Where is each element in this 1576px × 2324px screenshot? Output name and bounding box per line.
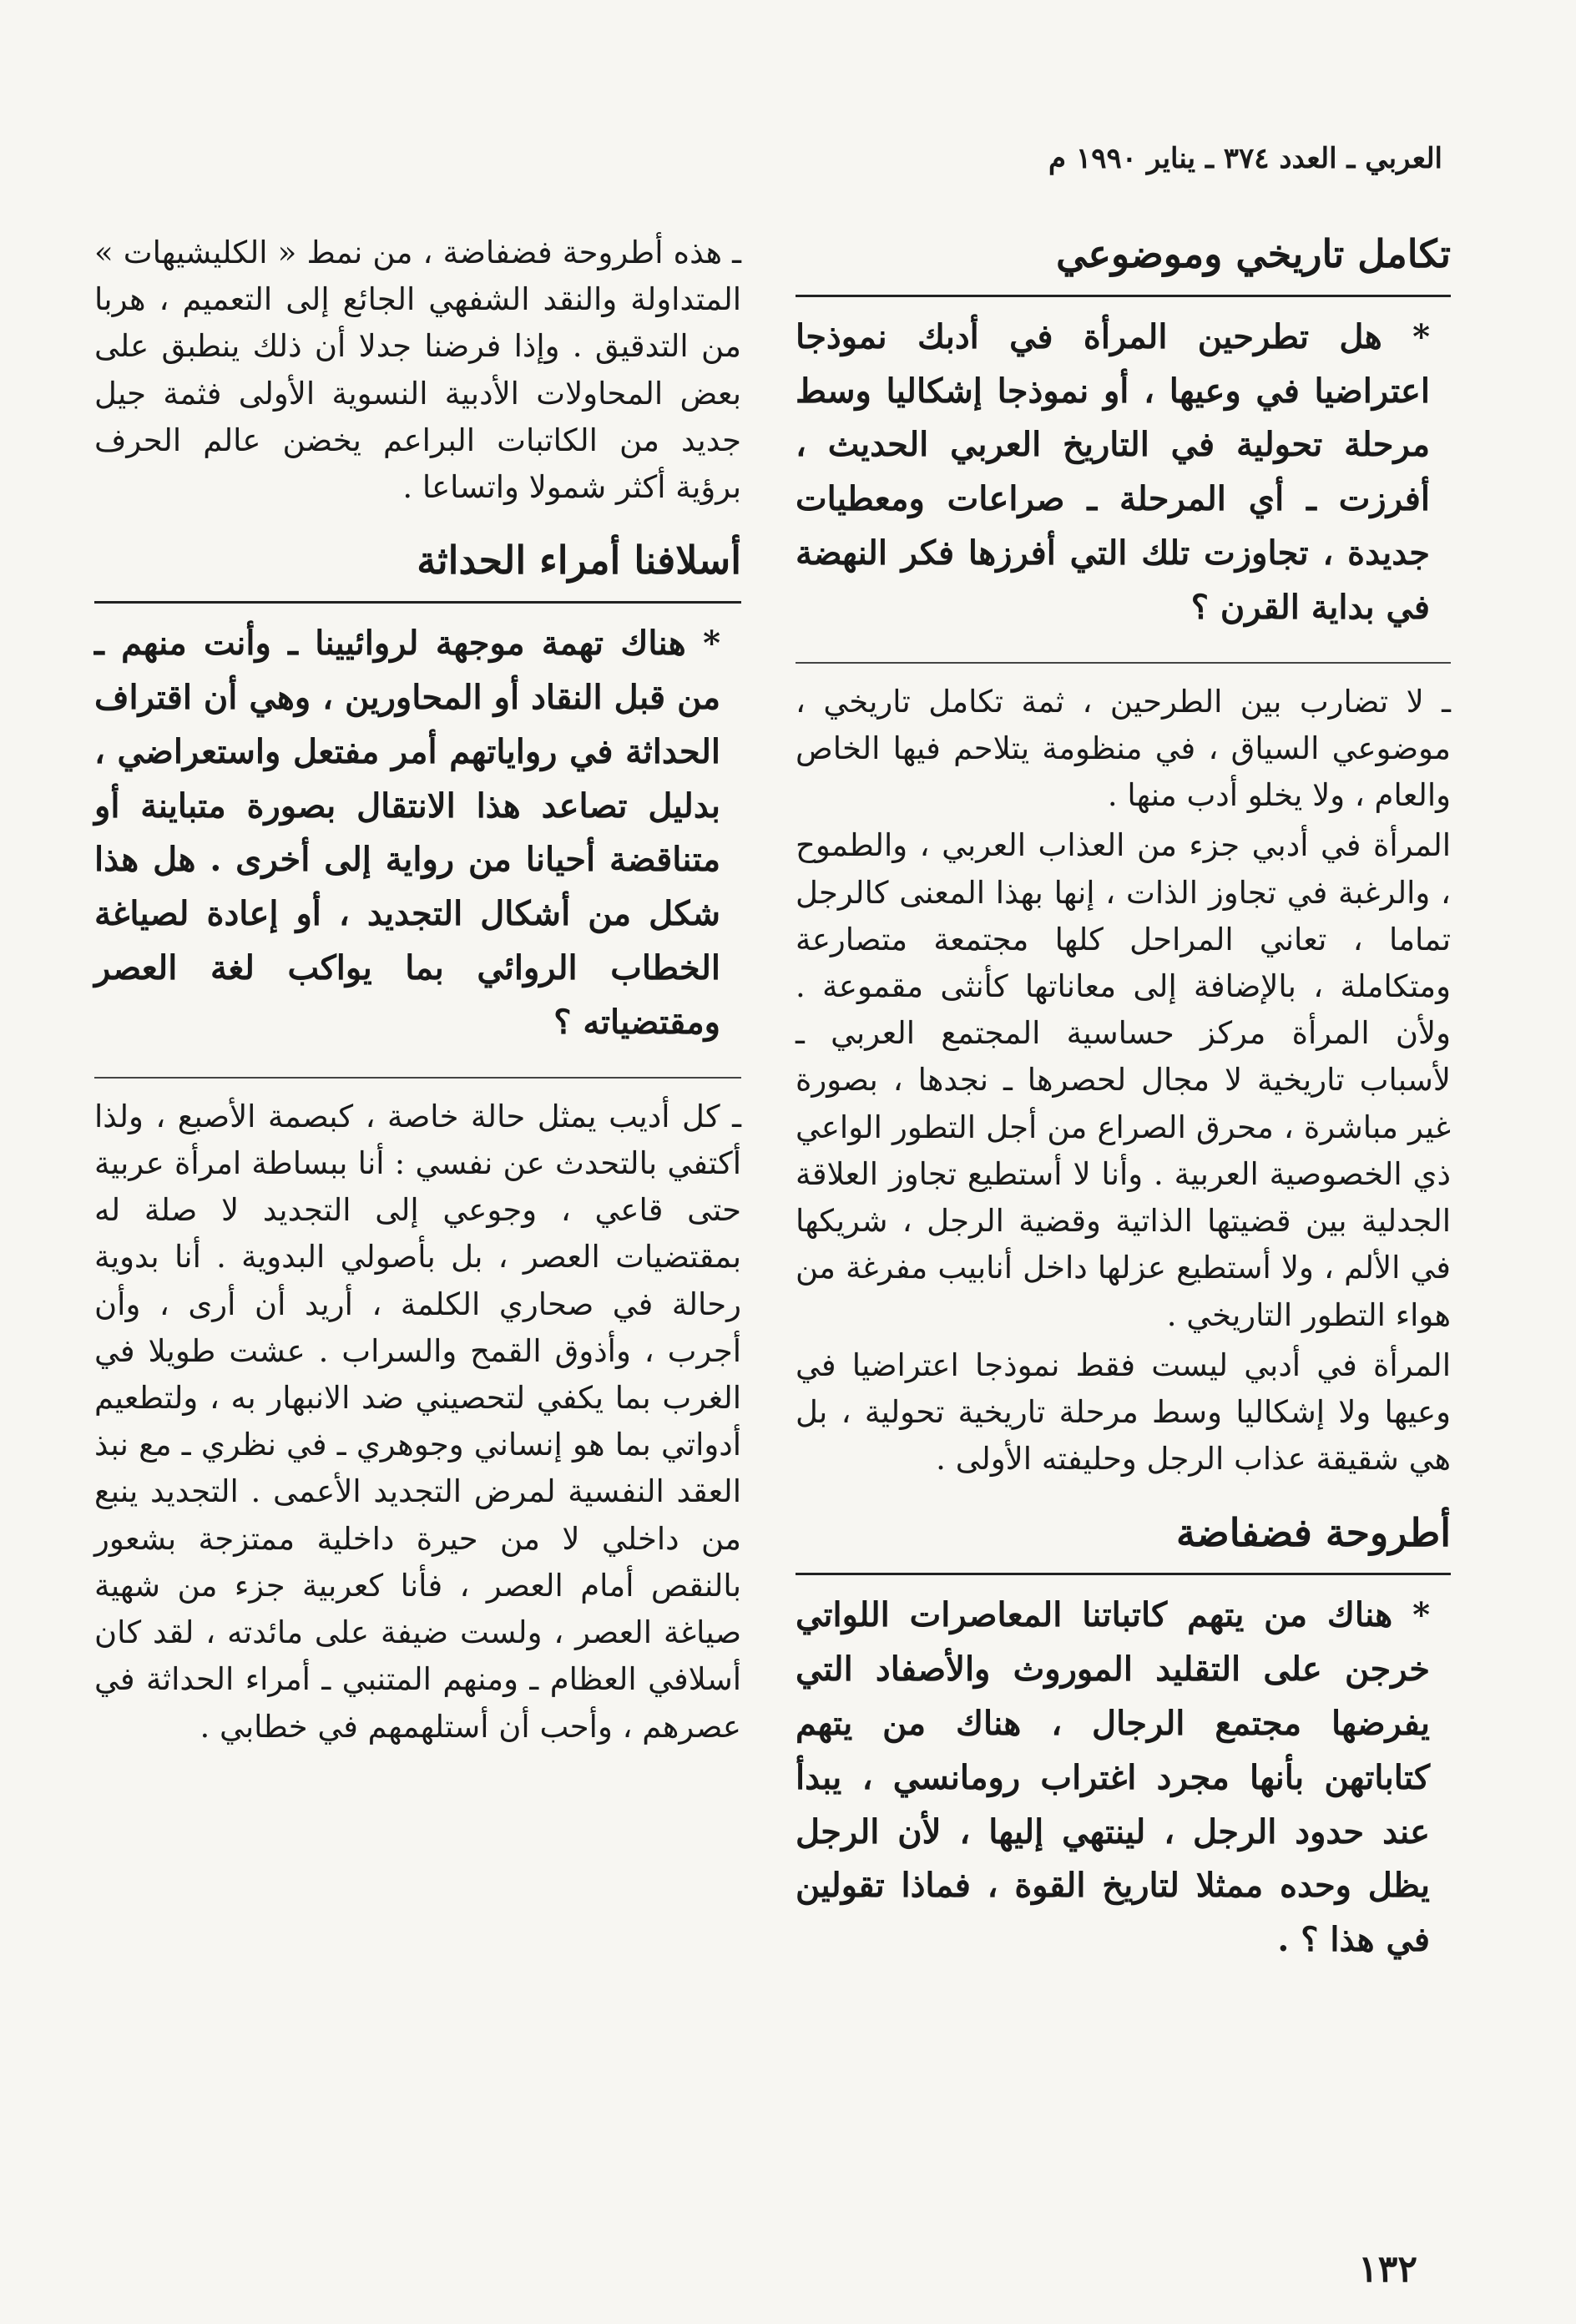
answer-paragraph-2: المرأة في أدبي جزء من العذاب العربي ، والطموح ، والرغبة في تجاوز الذات ، إنها بهذا المعنى كالرجل تماما ، تعاني المراحل كلها مجتمعة متصارعة ومتكاملة ، بالإضافة إلى معاناتها كأنثى مقموعة . ولأن المرأة مركز حساسية المجتمع العربي ـ لأسباب تاريخية لا مجال لحصرها ـ نجدها ، بصورة غير مباشرة ، محرق الصراع من أجل التطور الواعي ذي الخصوصية العربية . وأنا لا أستطيع تجاوز العلاقة الجدلية بين قضيتها الذاتية وقضية الرجل ، شريكها في الألم ، ولا أستطيع عزلها داخل أنابيب مفرغة من هواء التطور التاريخي . <box>796 827 1451 1333</box>
interview-question-3: * هناك تهمة موجهة لروائيينا ـ وأنت منهم ـ من قبل النقاد أو المحاورين ، وهي أن اقتراف الحداثة في رواياتهم أمر مفتعل واستعراضي ، بدليل تصاعد هذا الانتقال بصورة متباينة أو متناقضة أحيانا من رواية إلى أخرى . هل هذا شكل من أشكال التجديد ، أو إعادة لصياغة الخطاب الروائي بما يواكب لغة العصر ومقتضياته ؟ <box>94 624 720 1042</box>
page-number: ١٣٢ <box>1358 2248 1417 2291</box>
question-block-1 <box>796 311 1451 664</box>
section-heading-2: أطروحة فضفاضة <box>796 1508 1451 1576</box>
answer-paragraph-4: ـ هذه أطروحة فضفاضة ، من نمط « الكليشيهات » المتداولة والنقد الشفهي الجائع إلى التعميم ، هربا من التدقيق . وإذا فرضنا جدلا أن ذلك ينطبق على بعض المحاولات الأدبية النسوية الأولى فثمة جيل جديد من الكاتبات البراعم يخضن عالم الحرف برؤية أكثر شمولا واتساعا . <box>94 235 741 506</box>
interview-question-2: * هناك من يتهم كاتباتنا المعاصرات اللواتي خرجن على التقليد الموروث والأصفاد التي يفرضها مجتمع الرجال ، هناك من يتهم كتاباتهن بأنها مجرد اغتراب رومانسي ، يبدأ عند حدود الرجل ، لينتهي إليها ، لأن الرجل يظل وحده ممثلا لتاريخ القوة ، فماذا تقولين في هذا ؟ . <box>796 1595 1430 1960</box>
interview-question-1: * هل تطرحين المرأة في أدبك نموذجا اعتراضيا في وعيها ، أو نموذجا إشكاليا وسط مرحلة تحولية في التاريخ العربي الحديث ، أفرزت ـ أي المرحلة ـ صراعات ومعطيات جديدة ، تجاوزت تلك التي أفرزها فكر النهضة في بداية القرن ؟ <box>796 316 1430 627</box>
section-heading-1: تكامل تاريخي وموضوعي <box>796 230 1451 297</box>
left-column <box>94 230 741 1754</box>
answer-paragraph-5: ـ كل أديب يمثل حالة خاصة ، كبصمة الأصبع ، ولذا أكتفي بالتحدث عن نفسي : أنا ببساطة امرأة عربية حتى قاعي ، وجوعي إلى التجديد لا صلة له بمقتضيات العصر ، بل بأصولي البدوية . أنا بدوية رحالة في صحاري الكلمة ، أريد أن أرى ، وأن أجرب ، وأذوق القمح والسراب . عشت طويلا في الغرب بما يكفي لتحصيني ضد الانبهار به ، ولتطعيم أدواتي بما هو إنساني وجوهري ـ في نظري ـ مع نبذ العقد النفسية لمرض التجديد الأعمى . التجديد ينبع من داخلي لا من حيرة داخلية ممتزجة بشعور بالنقص أمام العصر ، فأنا كعربية جزء من شهية صياغة العصر ، ولست ضيفة على مائدته ، لقد كان أسلافي العظام ـ ومنهم المتنبي ـ أمراء الحداثة في عصرهم ، وأحب أن أستلهمهم في خطابي . <box>94 1098 741 1745</box>
running-head: العربي ـ العدد ٣٧٤ ـ يناير ١٩٩٠ م <box>1048 142 1442 175</box>
question-block-3 <box>94 617 741 1078</box>
right-column <box>796 230 1451 1986</box>
answer-paragraph-3: المرأة في أدبي ليست فقط نموذجا اعتراضيا في وعيها ولا إشكاليا وسط مرحلة تاريخية تحولية ، بل هي شقيقة عذاب الرجل وحليفته الأولى . <box>796 1346 1451 1478</box>
answer-paragraph-1: ـ لا تضارب بين الطرحين ، ثمة تكامل تاريخي ، موضوعي السياق ، في منظومة يتلاحم فيها الخاص والعام ، ولا يخلو أدب منها . <box>796 683 1451 814</box>
section-heading-3: أسلافنا أمراء الحداثة <box>94 536 741 604</box>
